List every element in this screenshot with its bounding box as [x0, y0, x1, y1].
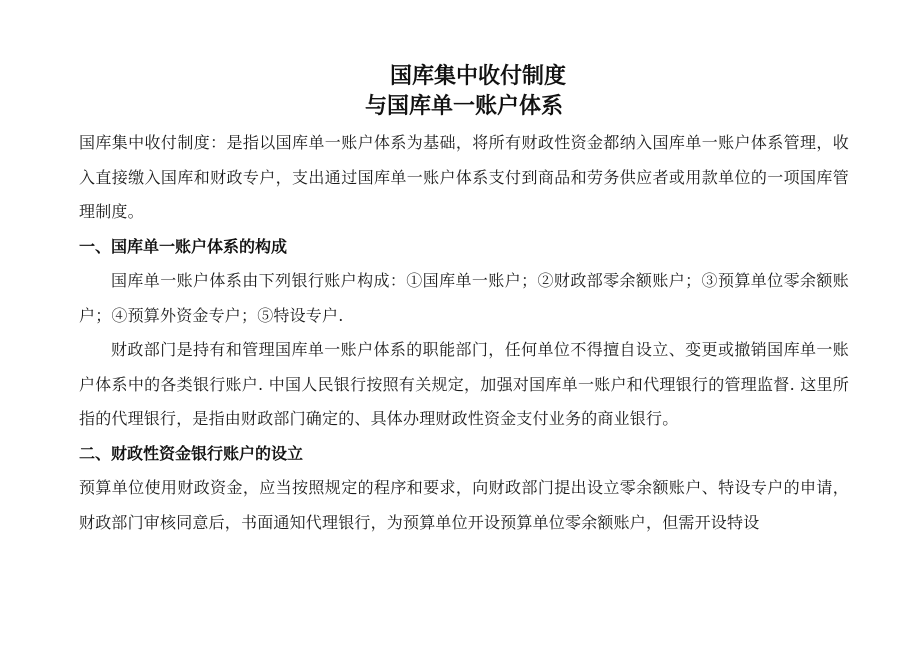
title-line-1: 国库集中收付制度	[389, 64, 566, 89]
intro-paragraph: 国库集中收付制度：是指以国库单一账户体系为基础，将所有财政性资金都纳入国库单一账户体系管理，收入直接缴入国库和财政专户，支出通过国库单一账户体系支付到商品和劳务供应者或用款单位的一项国库管理制度。	[79, 133, 849, 221]
title-line-2: 与国库单一账户体系	[364, 94, 563, 119]
section-1-paragraph-1: 国库单一账户体系由下列银行账户构成：①国库单一账户；②财政部零余额账户；③预算单位零余额账户；④预算外资金专户；⑤特设专户.	[79, 271, 849, 325]
section-2-heading: 二、财政性资金银行账户的设立	[79, 443, 304, 463]
section-1-heading: 一、国库单一账户体系的构成	[79, 236, 288, 256]
section-2-paragraph-1: 预算单位使用财政资金，应当按照规定的程序和要求，向财政部门提出设立零余额账户、特设专户的申请，财政部门审核同意后，书面通知代理银行，为预算单位开设预算单位零余额账户，但需开设特设	[79, 478, 849, 532]
document-page	[79, 62, 849, 540]
section-1-paragraph-2: 财政部门是持有和管理国库单一账户体系的职能部门，任何单位不得擅自设立、变更或撤销国库单一账户体系中的各类银行账户. 中国人民银行按照有关规定，加强对国库单一账户和代理银行的管理监督. 这里所指的代理银行，是指由财政部门确定的、具体办理财政性资金支付业务的商业银行。	[79, 340, 849, 428]
document-title	[79, 62, 849, 122]
